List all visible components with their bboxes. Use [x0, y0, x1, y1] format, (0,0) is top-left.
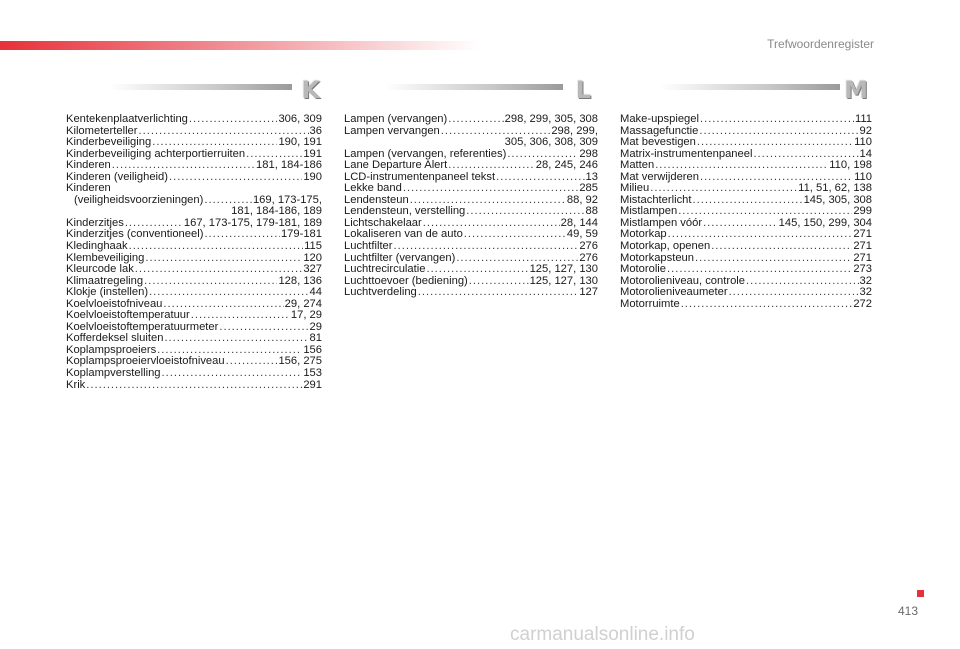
- entry-term: Kinderen (veiligheid): [66, 170, 168, 183]
- entry-term: Motorkap, openen: [620, 240, 711, 253]
- entry-term: Lokaliseren van de auto: [344, 228, 463, 241]
- dot-leader: [693, 195, 803, 207]
- entry-term: Mistlampen: [620, 205, 678, 218]
- entry-term: Lampen (vervangen): [344, 113, 448, 125]
- dot-leader: [711, 241, 852, 253]
- dot-leader: [189, 114, 278, 126]
- entry-term: Kinderen: [66, 182, 111, 195]
- index-entry: [620, 160, 872, 172]
- entry-pages: 190: [303, 170, 322, 183]
- entry-pages: 276: [579, 240, 598, 253]
- entry-pages: 14: [859, 147, 872, 160]
- entry-term: Luchtrecirculatie: [344, 263, 426, 276]
- dot-leader: [162, 368, 303, 380]
- entry-term: Klimaatregeling: [66, 274, 144, 287]
- letter-header-l: [385, 76, 591, 104]
- entry-pages: 271: [853, 228, 872, 241]
- index-entry: [344, 287, 598, 299]
- entry-pages-continued: 305, 306, 308, 309: [504, 136, 598, 149]
- entry-pages: 298, 299, 305, 308: [504, 113, 598, 125]
- watermark: carmanualsonline.info: [510, 624, 695, 645]
- entry-term: Kilometerteller: [66, 124, 138, 137]
- entry-term: Luchttoevoer (bediening): [344, 274, 468, 287]
- entry-term: Lendensteun: [344, 193, 409, 206]
- entry-term: Klembeveiliging: [66, 251, 145, 264]
- entry-term: Mat bevestigen: [620, 136, 696, 149]
- dot-leader: [448, 114, 503, 126]
- entry-pages: 44: [309, 286, 322, 299]
- index-column-l: [344, 114, 598, 299]
- entry-pages: 88, 92: [566, 193, 598, 206]
- entry-pages: 190, 191: [278, 136, 322, 149]
- entry-term: Koelvloeistoftemperatuurmeter: [66, 320, 219, 333]
- entry-pages: 110: [854, 136, 872, 149]
- entry-term: Matten: [620, 159, 655, 172]
- index-entry: [620, 137, 872, 149]
- entry-pages: 179-181: [280, 228, 322, 241]
- index-entry: [344, 160, 598, 172]
- entry-term: Kinderen: [66, 159, 111, 172]
- entry-term: Luchtfilter: [344, 240, 393, 253]
- letter-l: L: [575, 76, 591, 104]
- entry-pages: 306, 309: [278, 113, 322, 125]
- index-entry: [66, 160, 322, 172]
- index-entry: [620, 299, 872, 311]
- entry-pages: 272: [853, 297, 872, 310]
- entry-term: Motorkapsteun: [620, 251, 695, 264]
- entry-term: Massagefunctie: [620, 124, 699, 137]
- dot-leader: [164, 333, 308, 345]
- letter-m: M: [844, 76, 868, 104]
- entry-term: Kinderzitjes (conventioneel): [66, 228, 204, 241]
- dot-leader: [219, 322, 308, 334]
- entry-pages: 29, 274: [284, 297, 322, 310]
- dot-leader: [746, 276, 859, 288]
- dot-leader: [226, 356, 278, 368]
- index-entry: [66, 368, 322, 380]
- index-entry: [66, 241, 322, 253]
- entry-term: Klokje (instellen): [66, 286, 149, 299]
- entry-term: Koplampverstelling: [66, 367, 161, 380]
- entry-pages: 111: [854, 113, 872, 125]
- dot-leader: [169, 172, 302, 184]
- entry-term: Koplampsproeiers: [66, 343, 157, 356]
- entry-pages: 125, 127, 130: [529, 263, 598, 276]
- entry-term: Motorruimte: [620, 297, 680, 310]
- entry-term: Matrix-instrumentenpaneel: [620, 147, 753, 160]
- entry-term: Lekke band: [344, 182, 402, 195]
- entry-term: Lampen vervangen: [344, 124, 440, 137]
- index-entry: [620, 241, 872, 253]
- entry-pages: 127: [579, 286, 598, 299]
- entry-term: Luchtfilter (vervangen): [344, 251, 456, 264]
- entry-term: Kinderbeveiliging: [66, 136, 152, 149]
- dot-leader: [700, 114, 854, 126]
- entry-pages: 128, 136: [278, 274, 322, 287]
- entry-pages: 29: [309, 320, 322, 333]
- dot-leader: [135, 264, 303, 276]
- index-entry: [620, 264, 872, 276]
- dot-leader: [418, 287, 579, 299]
- entry-term: Mistlampen vóór: [620, 216, 703, 229]
- entry-pages: 291: [303, 378, 322, 391]
- entry-pages: 17, 29: [290, 309, 322, 322]
- index-entry: [66, 137, 322, 149]
- dot-leader: [403, 183, 578, 195]
- entry-pages: 156, 275: [278, 355, 322, 368]
- dot-leader: [394, 241, 579, 253]
- entry-pages: 92: [859, 124, 872, 137]
- entry-pages: 145, 305, 308: [803, 193, 872, 206]
- entry-pages: 298, 299,: [551, 124, 598, 137]
- entry-term: Kinderbeveiliging achterportierruiten: [66, 147, 246, 160]
- entry-pages: 88: [585, 205, 598, 218]
- dot-leader: [144, 276, 277, 288]
- index-entry: [66, 264, 322, 276]
- dot-leader: [695, 253, 852, 265]
- entry-term: Kleurcode lak: [66, 263, 134, 276]
- entry-pages: 49, 59: [566, 228, 598, 241]
- dot-leader: [145, 253, 302, 265]
- entry-term: Lichtschakelaar: [344, 216, 422, 229]
- entry-term: Make-upspiegel: [620, 113, 699, 125]
- dot-leader: [699, 126, 858, 138]
- letter-k: K: [301, 76, 320, 104]
- dot-leader: [112, 160, 255, 172]
- dot-leader: [426, 264, 528, 276]
- index-column-k: [66, 114, 322, 391]
- entry-term: Koelvloeistoftemperatuur: [66, 309, 190, 322]
- index-entry: [344, 241, 598, 253]
- entry-pages: 298: [579, 147, 598, 160]
- entry-term: Lampen (vervangen, referenties): [344, 147, 507, 160]
- letter-header-k: [110, 76, 320, 104]
- index-entry: [66, 114, 322, 126]
- entry-pages: 36: [309, 124, 322, 137]
- entry-term: Lendensteun, verstelling: [344, 205, 466, 218]
- entry-pages: 153: [303, 367, 322, 380]
- index-column-m: [620, 114, 872, 310]
- entry-pages: 110, 198: [829, 159, 872, 172]
- index-entry: [620, 114, 872, 126]
- entry-pages: 271: [853, 251, 872, 264]
- entry-pages: 28, 144: [560, 216, 598, 229]
- entry-term: Koelvloeistofniveau: [66, 297, 163, 310]
- entry-pages: 110: [854, 170, 872, 183]
- entry-pages: 81: [309, 332, 322, 345]
- page-number: 413: [898, 604, 919, 618]
- entry-term: Kentekenplaatverlichting: [66, 113, 188, 125]
- dot-leader: [204, 229, 280, 241]
- dot-leader: [86, 380, 302, 392]
- entry-pages: 32: [859, 274, 872, 287]
- entry-term: Koplampsproeiervloeistofniveau: [66, 355, 225, 368]
- dot-leader: [469, 276, 529, 288]
- dot-leader: [129, 241, 304, 253]
- entry-pages: 181, 184-186: [256, 159, 322, 172]
- entry-term: Krik: [66, 378, 86, 391]
- entry-term: Motorkap: [620, 228, 667, 241]
- dot-leader: [655, 160, 828, 172]
- entry-pages: 169, 173-175,: [252, 193, 322, 206]
- entry-term: (veiligheidsvoorzieningen): [74, 193, 204, 206]
- entry-term: Milieu: [620, 182, 650, 195]
- entry-pages: 28, 245, 246: [535, 159, 598, 172]
- dot-leader: [667, 264, 852, 276]
- letter-header-m: [660, 76, 868, 104]
- dot-leader: [703, 218, 778, 230]
- entry-term: Motorolieniveaumeter: [620, 286, 728, 299]
- entry-pages: 120: [303, 251, 322, 264]
- page-marker: [917, 590, 924, 597]
- dot-leader: [448, 160, 535, 172]
- entry-pages: 327: [303, 263, 322, 276]
- entry-term: Lane Departure Alert: [344, 159, 448, 172]
- entry-pages: 32: [859, 286, 872, 299]
- entry-pages: 271: [853, 240, 872, 253]
- entry-term: Motorolieniveau, controle: [620, 274, 745, 287]
- entry-pages: 191: [303, 147, 322, 160]
- entry-pages: 13: [585, 170, 598, 183]
- dot-leader: [697, 137, 853, 149]
- entry-pages: 156: [303, 343, 322, 356]
- dot-leader: [152, 137, 277, 149]
- index-entry: [66, 380, 322, 392]
- entry-term: Luchtverdeling: [344, 286, 417, 299]
- entry-pages: 273: [853, 263, 872, 276]
- entry-term: Kledinghaak: [66, 240, 128, 253]
- entry-pages-continued: 181, 184-186, 189: [231, 205, 322, 218]
- entry-pages: 276: [579, 251, 598, 264]
- section-title: Trefwoordenregister: [767, 37, 874, 51]
- entry-pages: 167, 173-175, 179-181, 189: [183, 216, 322, 229]
- entry-pages: 299: [853, 205, 872, 218]
- entry-pages: 115: [304, 240, 322, 253]
- dot-leader: [729, 287, 859, 299]
- entry-pages: 11, 51, 62, 138: [798, 182, 872, 195]
- header-accent-bar: [0, 41, 480, 50]
- entry-term: Kinderzitjes: [66, 216, 124, 229]
- entry-term: Mistachterlicht: [620, 193, 692, 206]
- dot-leader: [464, 229, 566, 241]
- dot-leader: [681, 299, 853, 311]
- index-entry: [344, 264, 598, 276]
- entry-term: Mat verwijderen: [620, 170, 699, 183]
- entry-pages: 285: [579, 182, 598, 195]
- entry-term: LCD-instrumentenpaneel tekst: [344, 170, 496, 183]
- entry-term: Motorolie: [620, 263, 667, 276]
- index-entry: [344, 114, 598, 126]
- dot-leader: [496, 172, 584, 184]
- entry-pages: 145, 150, 299, 304: [778, 216, 872, 229]
- entry-pages: 125, 127, 130: [529, 274, 598, 287]
- entry-term: Kofferdeksel sluiten: [66, 332, 164, 345]
